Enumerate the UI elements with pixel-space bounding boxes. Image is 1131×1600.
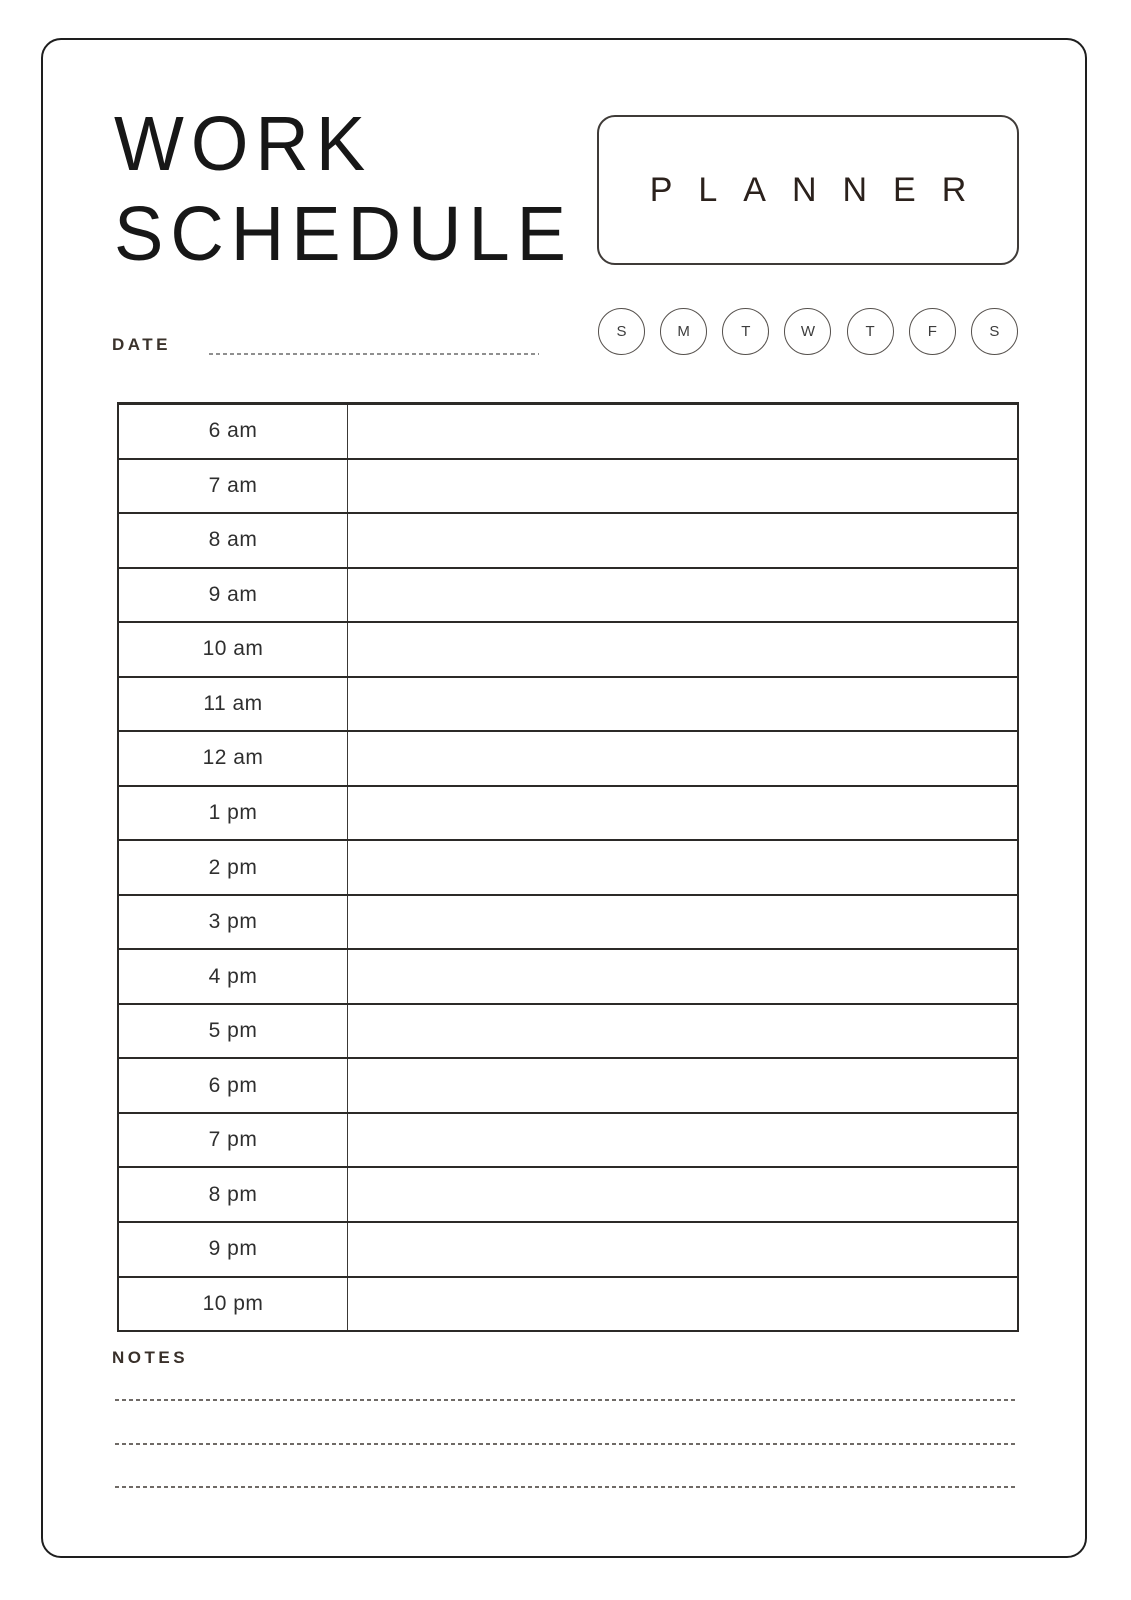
time-label: 8 am [119, 514, 348, 567]
table-row [119, 785, 1017, 840]
notes-line-1[interactable] [115, 1443, 1017, 1445]
schedule-entry-cell[interactable] [348, 569, 1017, 622]
schedule-entry-cell[interactable] [348, 1168, 1017, 1221]
notes-line-0[interactable] [115, 1399, 1017, 1401]
schedule-entry-cell[interactable] [348, 950, 1017, 1003]
day-circles [598, 308, 1018, 355]
schedule-entry-cell[interactable] [348, 460, 1017, 513]
page-title-line2: SCHEDULE [114, 190, 573, 277]
table-row [119, 1112, 1017, 1167]
date-input-line[interactable] [209, 353, 539, 355]
schedule-entry-cell[interactable] [348, 514, 1017, 567]
day-circle-2[interactable]: T [722, 308, 769, 355]
table-row [119, 512, 1017, 567]
notes-line-2[interactable] [115, 1486, 1017, 1488]
page-title-line1: WORK [114, 100, 373, 187]
time-label: 6 am [119, 405, 348, 458]
schedule-entry-cell[interactable] [348, 896, 1017, 949]
schedule-entry-cell[interactable] [348, 1223, 1017, 1276]
table-row [119, 1221, 1017, 1276]
schedule-entry-cell[interactable] [348, 787, 1017, 840]
time-label: 8 pm [119, 1168, 348, 1221]
schedule-entry-cell[interactable] [348, 405, 1017, 458]
schedule-entry-cell[interactable] [348, 623, 1017, 676]
day-circle-1[interactable]: M [660, 308, 707, 355]
planner-page [41, 38, 1087, 1558]
time-label: 9 am [119, 569, 348, 622]
time-label: 1 pm [119, 787, 348, 840]
notes-lines [115, 1399, 1017, 1530]
planner-badge [597, 115, 1019, 265]
schedule-entry-cell[interactable] [348, 678, 1017, 731]
table-row [119, 621, 1017, 676]
schedule-entry-cell[interactable] [348, 1278, 1017, 1331]
schedule-entry-cell[interactable] [348, 1114, 1017, 1167]
day-circle-5[interactable]: F [909, 308, 956, 355]
table-row [119, 1166, 1017, 1221]
day-circle-0[interactable]: S [598, 308, 645, 355]
table-row [119, 1057, 1017, 1112]
schedule-entry-cell[interactable] [348, 841, 1017, 894]
time-label: 4 pm [119, 950, 348, 1003]
planner-badge-label: PLANNER [649, 170, 993, 209]
time-label: 3 pm [119, 896, 348, 949]
notes-label: NOTES [112, 1348, 189, 1367]
day-circle-4[interactable]: T [847, 308, 894, 355]
table-row [119, 405, 1017, 458]
table-row [119, 1276, 1017, 1331]
table-row [119, 676, 1017, 731]
table-row [119, 894, 1017, 949]
time-label: 11 am [119, 678, 348, 731]
table-row [119, 567, 1017, 622]
schedule-entry-cell[interactable] [348, 1005, 1017, 1058]
day-circle-3[interactable]: W [784, 308, 831, 355]
table-row [119, 948, 1017, 1003]
schedule-entry-cell[interactable] [348, 732, 1017, 785]
time-label: 7 am [119, 460, 348, 513]
schedule-entry-cell[interactable] [348, 1059, 1017, 1112]
schedule-table [117, 402, 1019, 1332]
table-row [119, 839, 1017, 894]
date-row [112, 335, 612, 365]
time-label: 12 am [119, 732, 348, 785]
time-label: 2 pm [119, 841, 348, 894]
table-row [119, 1003, 1017, 1058]
day-circle-6[interactable]: S [971, 308, 1018, 355]
page-title [114, 98, 573, 279]
table-row [119, 730, 1017, 785]
time-label: 10 pm [119, 1278, 348, 1331]
time-label: 5 pm [119, 1005, 348, 1058]
time-label: 7 pm [119, 1114, 348, 1167]
time-label: 9 pm [119, 1223, 348, 1276]
table-row [119, 458, 1017, 513]
time-label: 6 pm [119, 1059, 348, 1112]
time-label: 10 am [119, 623, 348, 676]
date-label: DATE [112, 335, 172, 354]
